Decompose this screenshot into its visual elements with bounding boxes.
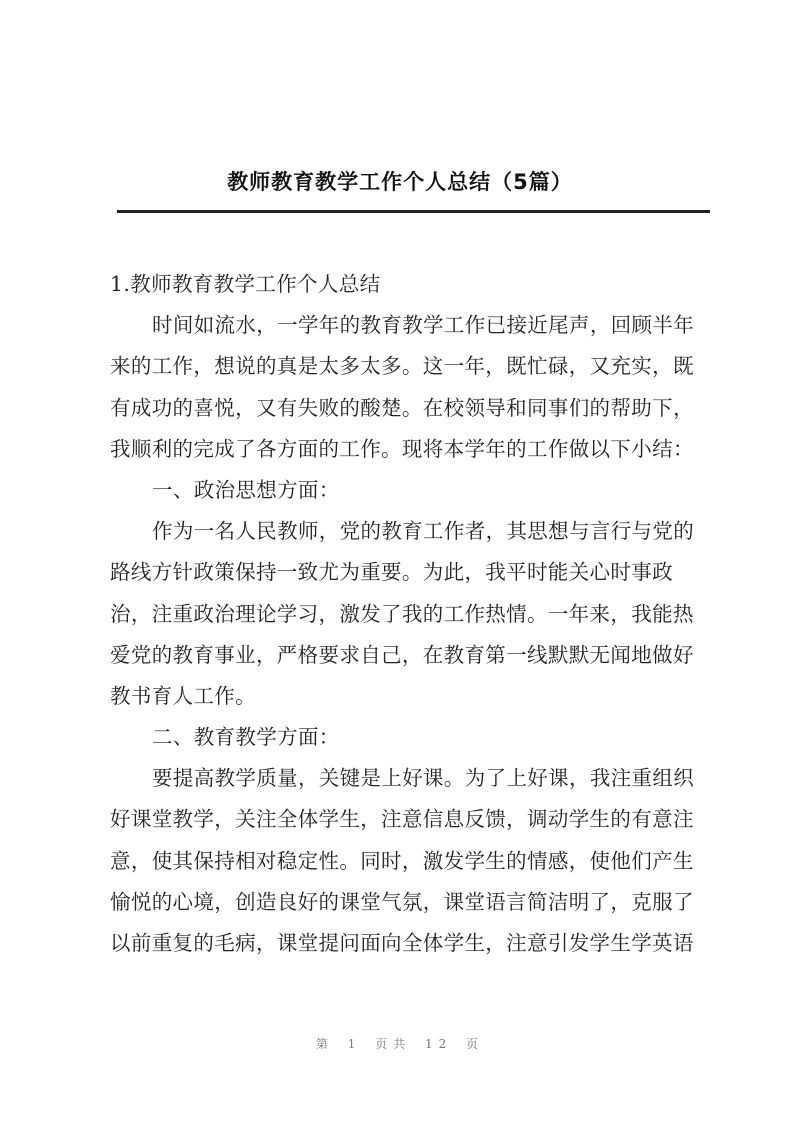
document-body bbox=[110, 264, 710, 964]
paragraph-line: 路线方针政策保持一致尤为重要。为此，我平时能关心时事政 bbox=[110, 560, 673, 585]
paragraph-line: 我顺利的完成了各方面的工作。现将本学年的工作做以下小结： bbox=[110, 436, 694, 461]
paragraph-line: 来的工作，想说的真是太多太多。这一年，既忙碌，又充实，既 bbox=[110, 354, 694, 379]
section-heading-1: 1.教师教育教学工作个人总结 bbox=[110, 272, 381, 296]
paragraph-line: 有成功的喜悦，又有失败的酸楚。在校领导和同事们的帮助下， bbox=[110, 395, 694, 420]
paragraph-line: 以前重复的毛病，课堂提问面向全体学生，注意引发学生学英语 bbox=[110, 931, 694, 955]
paragraph-line: 好课堂教学，关注全体学生，注意信息反馈，调动学生的有意注 bbox=[110, 807, 694, 832]
paragraph-line: 作为一名人民教师，党的教育工作者，其思想与言行与党的 bbox=[152, 519, 695, 544]
paragraph-line: 治，注重政治理论学习，激发了我的工作热情。一年来，我能热 bbox=[110, 601, 694, 626]
page-footer: 第 1 页共 12 页 bbox=[315, 1037, 485, 1051]
subheading-teaching: 二、教育教学方面： bbox=[152, 725, 340, 750]
paragraph-line: 意，使其保持相对稳定性。同时，激发学生的情感，使他们产生 bbox=[110, 848, 694, 873]
paragraph-line: 爱党的教育事业，严格要求自己，在教育第一线默默无闻地做好 bbox=[110, 642, 694, 667]
title-underline bbox=[117, 210, 710, 213]
paragraph-line: 要提高教学质量，关键是上好课。为了上好课，我注重组织 bbox=[152, 766, 695, 791]
subheading-politics: 一、政治思想方面： bbox=[152, 477, 340, 502]
paragraph-line: 教书育人工作。 bbox=[110, 683, 256, 708]
paragraph-line: 时间如流水，一学年的教育教学工作已接近尾声，回顾半年 bbox=[152, 313, 695, 338]
document-title: 教师教育教学工作个人总结（5篇） bbox=[227, 170, 573, 194]
paragraph-line: 愉悦的心境，创造良好的课堂气氛，课堂语言简洁明了，克服了 bbox=[110, 889, 694, 914]
